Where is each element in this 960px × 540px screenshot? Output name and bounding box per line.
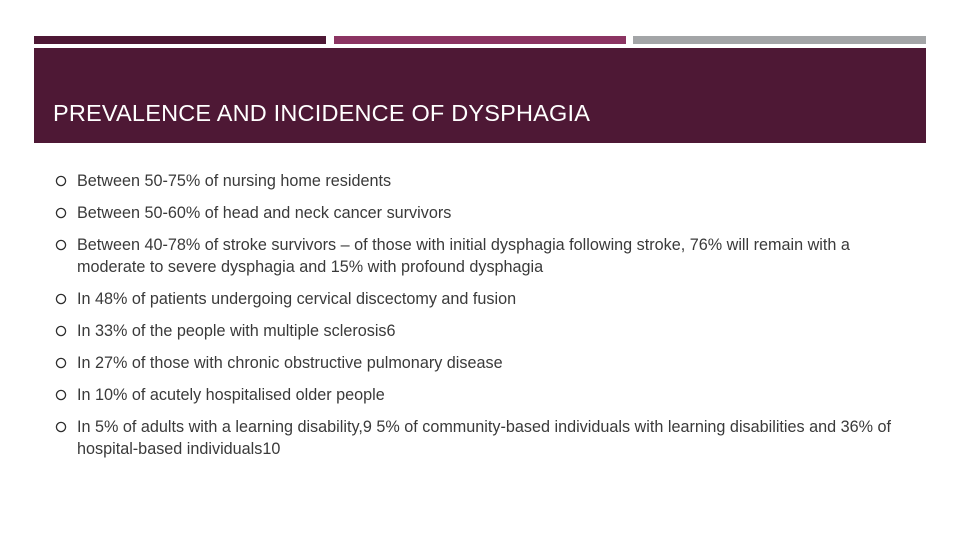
bullet-text: In 10% of acutely hospitalised older people bbox=[77, 386, 385, 404]
bullet-text: Between 50-60% of head and neck cancer survivors bbox=[77, 204, 452, 222]
hollow-circle-icon bbox=[55, 421, 67, 433]
bullet-text: In 48% of patients undergoing cervical discectomy and fusion bbox=[77, 290, 517, 308]
bullet-item bbox=[54, 320, 904, 342]
bullet-item bbox=[54, 352, 904, 374]
accent-bar-dark bbox=[34, 36, 326, 44]
slide-title: PREVALENCE AND INCIDENCE OF DYSPHAGIA bbox=[53, 100, 591, 126]
bullet-item bbox=[54, 416, 904, 460]
hollow-circle-icon bbox=[55, 357, 67, 369]
hollow-circle-icon bbox=[55, 293, 67, 305]
hollow-circle-icon bbox=[55, 325, 67, 337]
bullet-list bbox=[54, 170, 904, 470]
bullet-item bbox=[54, 288, 904, 310]
title-band bbox=[34, 48, 926, 143]
bullet-text: In 5% of adults with a learning disability,9 5% of community-based individuals with learning disabilities and 36% of hospital-based individuals10 bbox=[77, 418, 892, 458]
bullet-item bbox=[54, 234, 904, 278]
bullet-item bbox=[54, 170, 904, 192]
accent-bar-mid bbox=[334, 36, 626, 44]
hollow-circle-icon bbox=[55, 175, 67, 187]
hollow-circle-icon bbox=[55, 239, 67, 251]
accent-bar-gray bbox=[633, 36, 926, 44]
bullet-text: Between 50-75% of nursing home residents bbox=[77, 172, 392, 190]
bullet-item bbox=[54, 202, 904, 224]
bullet-text: In 27% of those with chronic obstructive pulmonary disease bbox=[77, 354, 503, 372]
bullet-text: In 33% of the people with multiple sclerosis6 bbox=[77, 322, 396, 340]
bullet-item bbox=[54, 384, 904, 406]
bullet-text: Between 40-78% of stroke survivors – of those with initial dysphagia following stroke, 76% will remain with a moderate to severe dysphagia and 15% with profound dysphagia bbox=[77, 236, 850, 276]
hollow-circle-icon bbox=[55, 389, 67, 401]
hollow-circle-icon bbox=[55, 207, 67, 219]
